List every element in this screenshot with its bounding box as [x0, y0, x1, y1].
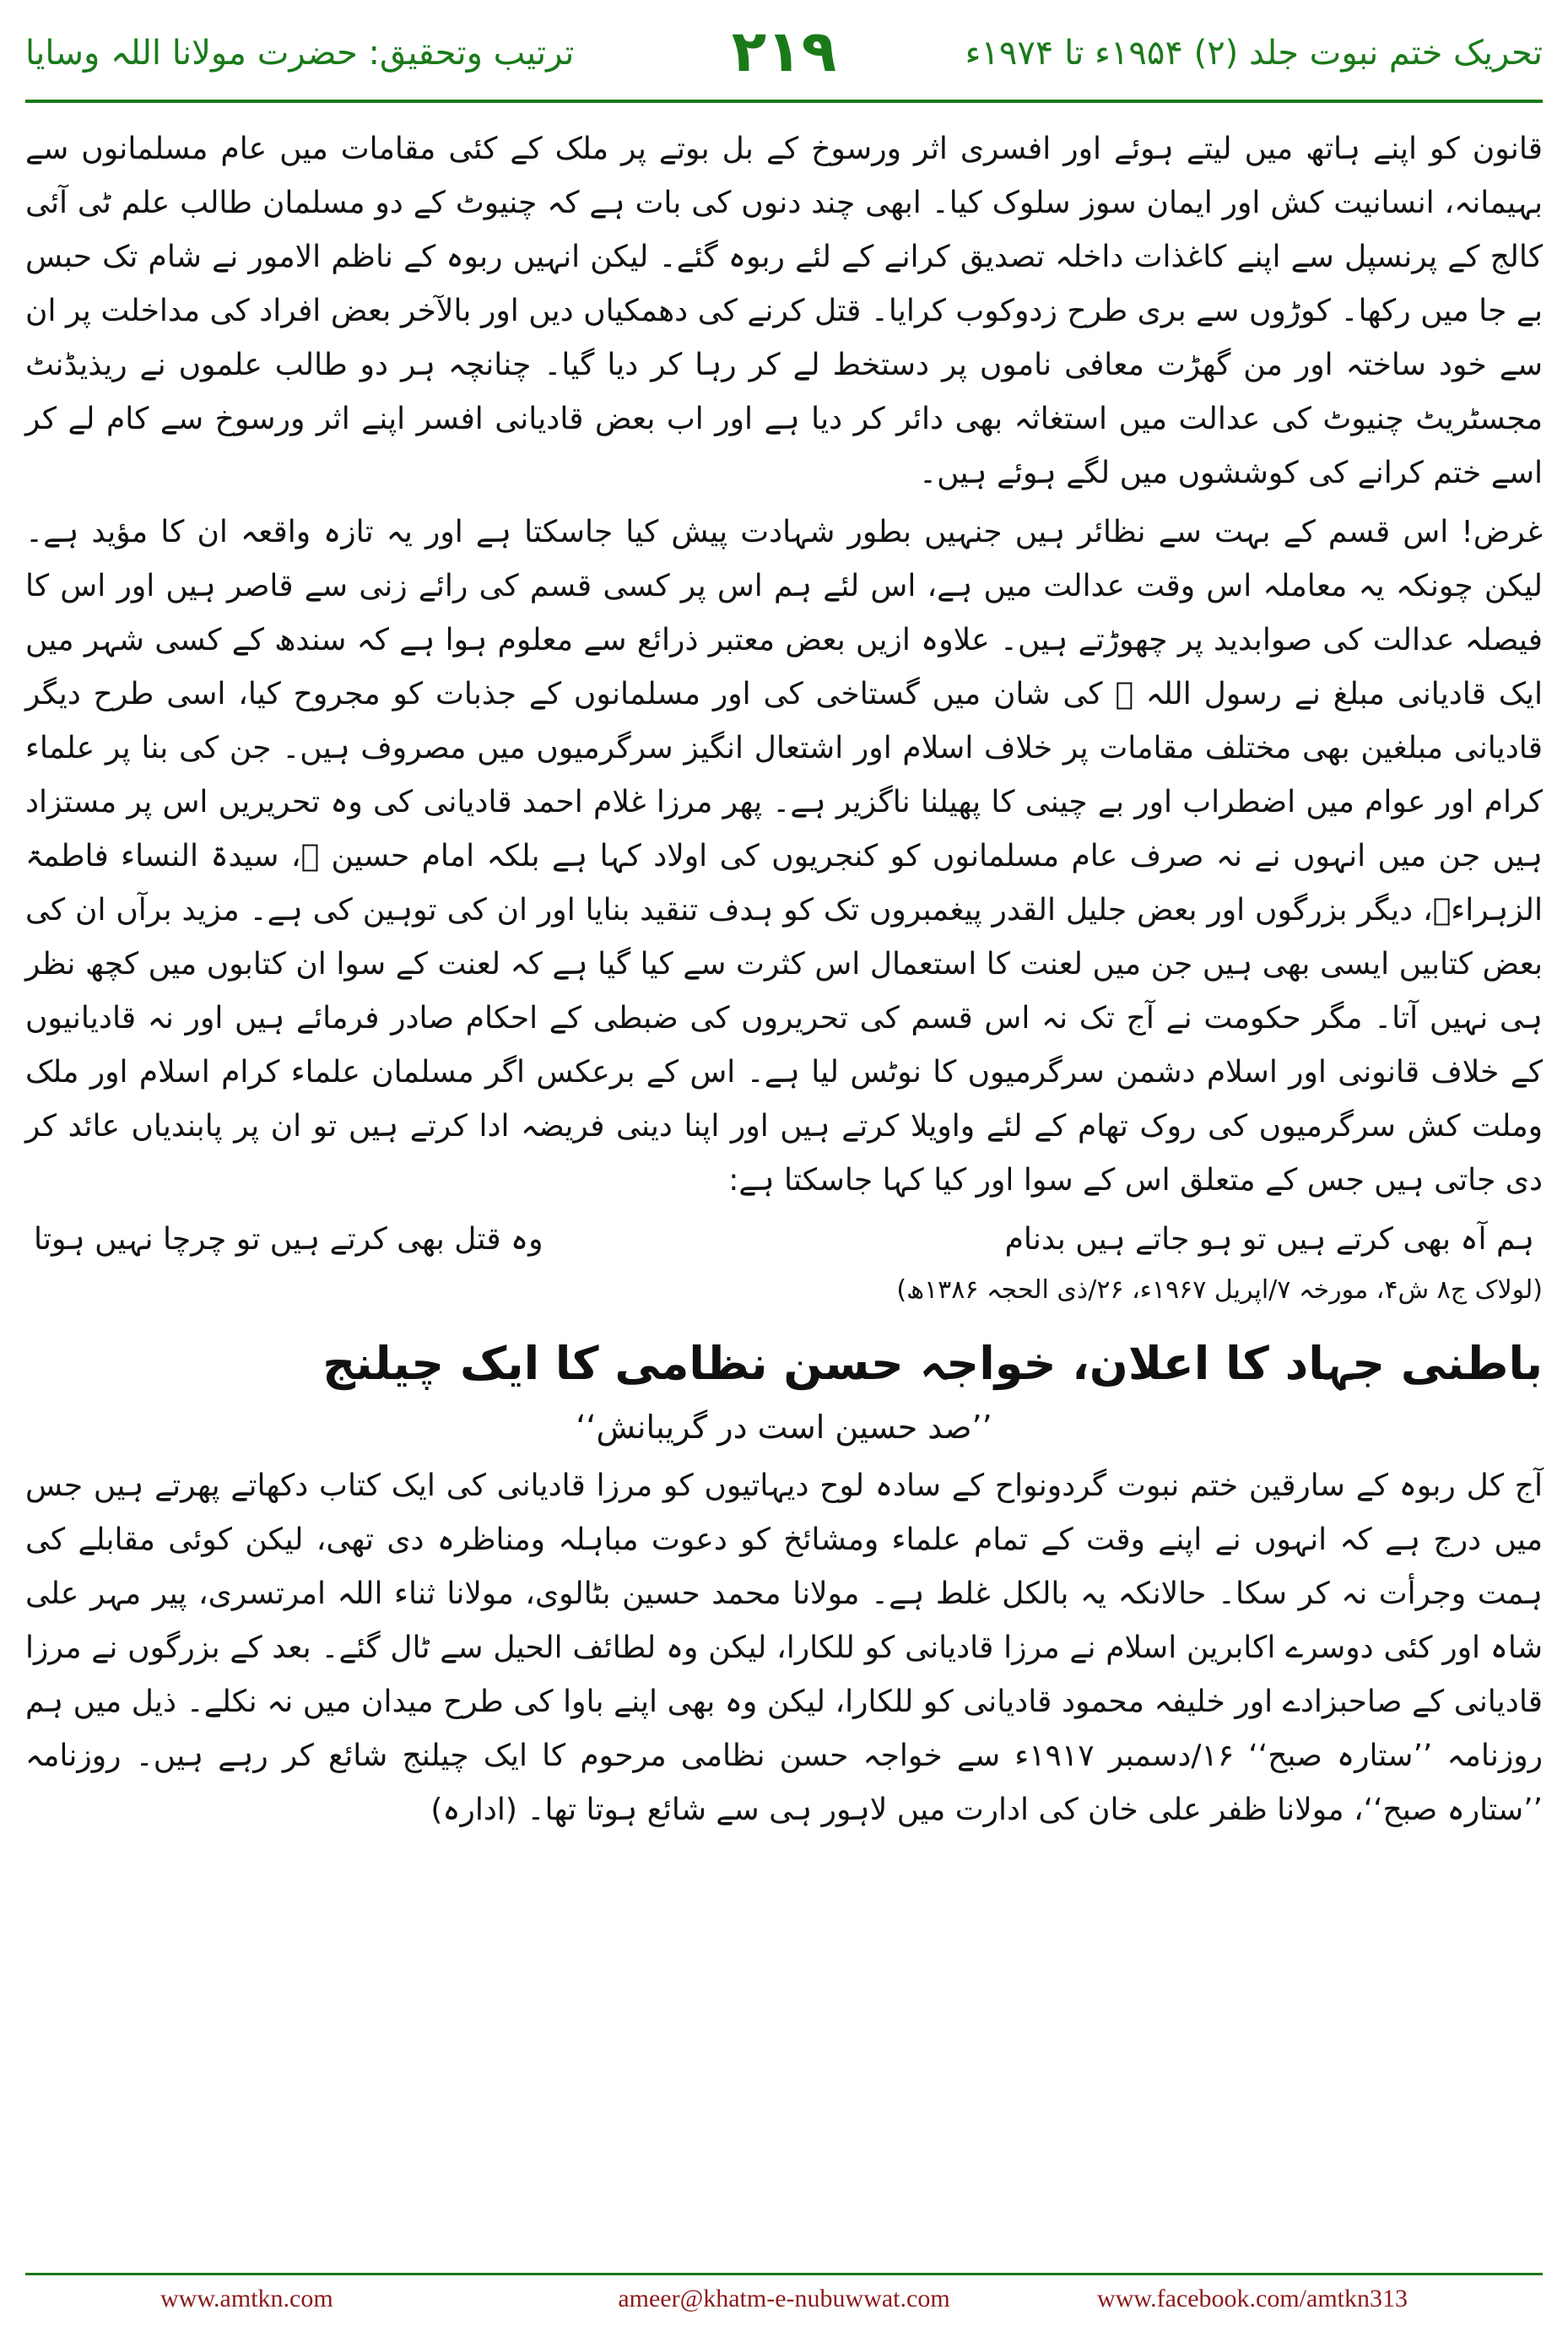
- body-paragraph-2: غرض! اس قسم کے بہت سے نظائر ہیں جنہیں بطور شہادت پیش کیا جاسکتا ہے اور یہ تازہ واقعہ ان کا مؤید ہے۔ لیکن چونکہ یہ معاملہ اس وقت عدالت میں ہے، اس لئے ہم اس پر کسی قسم کی رائے زنی سے قاصر ہیں اور اس کا فیصلہ عدالت کی صوابدید پر چھوڑتے ہیں۔ علاوہ ازیں بعض معتبر ذرائع سے معلوم ہوا ہے کہ سندھ کے کسی شہر میں ایک قادیانی مبلغ نے رسول اللہ ﷺ کی شان میں گستاخی کی اور مسلمانوں کے جذبات کو مجروح کیا، اسی طرح دیگر قادیانی مبلغین بھی مختلف مقامات پر خلاف اسلام اور اشتعال انگیز سرگرمیوں میں مصروف ہیں۔ جن کی بنا پر علماء کرام اور عوام میں اضطراب اور بے چینی کا پھیلنا ناگزیر ہے۔ پھر مرزا غلام احمد قادیانی کی وہ تحریریں اس پر مستزاد ہیں جن میں انہوں نے نہ صرف عام مسلمانوں کو کنجریوں کی اولاد کہا ہے بلکہ امام حسین ؓ، سیدۃ النساء فاطمۃ الزہراءؓ، دیگر بزرگوں اور بعض جلیل القدر پیغمبروں تک کو ہدف تنقید بنایا اور ان کی توہین کی ہے۔ مزید برآں ان کی بعض کتابیں ایسی بھی ہیں جن میں لعنت کا استعمال اس کثرت سے کیا گیا ہے کہ لعنت کے سوا ان کتابوں میں کچھ نظر ہی نہیں آتا۔ مگر حکومت نے آج تک نہ اس قسم کی تحریروں کی ضبطی کے احکام صادر فرمائے ہیں اور نہ قادیانیوں کے خلاف قانونی اور اسلام دشمن سرگرمیوں کا نوٹس لیا ہے۔ اس کے برعکس اگر مسلمان علماء کرام اسلام اور ملک وملت کش سرگرمیوں کی روک تھام کے لئے واویلا کرتے ہیں اور اپنا دینی فریضہ ادا کرتے ہیں تو ان پر پابندیاں عائد کر دی جاتی ہیں جس کے متعلق اس کے سوا اور کیا کہا جاسکتا ہے:: [25, 515, 1543, 1198]
- compiler-credit: ترتیب وتحقیق: حضرت مولانا اللہ وسایا: [25, 34, 575, 73]
- email-link[interactable]: ameer@khatm-e-nubuwwat.com: [618, 2285, 950, 2312]
- website-link[interactable]: www.amtkn.com: [160, 2285, 333, 2312]
- poetry-couplet: [25, 1213, 1543, 1267]
- book-title: تحریک ختم نبوت جلد (۲) ۱۹۵۴ء تا ۱۹۷۴ء: [965, 34, 1543, 73]
- section-heading: باطنی جہاد کا اعلان، خواجہ حسن نظامی کا ایک چیلنج: [322, 1337, 1543, 1390]
- page-footer: [25, 2273, 1543, 2323]
- page-number: ۲۱۹: [731, 19, 837, 85]
- verse-first-line: ہم آہ بھی کرتے ہیں تو ہو جاتے ہیں بدنام: [1004, 1222, 1534, 1257]
- header-divider: [25, 100, 1543, 103]
- verse-second-line: وہ قتل بھی کرتے ہیں تو چرچا نہیں ہوتا: [34, 1222, 543, 1257]
- page-header: [25, 15, 1543, 108]
- section-paragraph-1: آج کل ربوہ کے سارقین ختم نبوت گردونواح کے سادہ لوح دیہاتیوں کو مرزا قادیانی کی ایک کتاب دکھاتے پھرتے ہیں جس میں درج ہے کہ انہوں نے اپنے وقت کے تمام علماء ومشائخ کو دعوت مباہلہ ومناظرہ دی تھی، لیکن کوئی مقابلے کی ہمت وجرأت نہ کر سکا۔ حالانکہ یہ بالکل غلط ہے۔ مولانا محمد حسین بٹالوی، مولانا ثناء اللہ امرتسری، پیر مہر علی شاہ اور کئی دوسرے اکابرین اسلام نے مرزا قادیانی کو للکارا، لیکن وہ لطائف الحیل سے ٹال گئے۔ بعد کے بزرگوں نے مرزا قادیانی کے صاحبزادے اور خلیفہ محمود قادیانی کو للکارا، لیکن وہ بھی اپنے باوا کی طرح میدان میں نہ نکلے۔ ذیل میں ہم روزنامہ ’’ستارہ صبح‘‘ ۱۶/دسمبر ۱۹۱۷ء سے خواجہ حسن نظامی مرحوم کا ایک چیلنج شائع کر رہے ہیں۔ روزنامہ ’’ستارہ صبح‘‘، مولانا ظفر علی خان کی ادارت میں لاہور ہی سے شائع ہوتا تھا۔ (ادارہ): [25, 1468, 1543, 1827]
- source-reference: (لولاک ج۸ ش۴، مورخہ ۷/اپریل ۱۹۶۷ء، ۲۶/ذی الحجہ ۱۳۸۶ھ): [896, 1275, 1543, 1305]
- facebook-link[interactable]: www.facebook.com/amtkn313: [1097, 2285, 1408, 2312]
- footer-divider: [25, 2273, 1543, 2275]
- page-body: [25, 122, 1543, 1842]
- section-subheading: ’’صد حسین است در گریبانش‘‘: [576, 1409, 992, 1446]
- body-paragraph-1: قانون کو اپنے ہاتھ میں لیتے ہوئے اور افسری اثر ورسوخ کے بل بوتے پر ملک کے کئی مقامات میں عام مسلمانوں سے بہیمانہ، انسانیت کش اور ایمان سوز سلوک کیا۔ ابھی چند دنوں کی بات ہے کہ چنیوٹ کے دو مسلمان طالب علم ٹی آئی کالج کے پرنسپل سے اپنے کاغذات داخلہ تصدیق کرانے کے لئے ربوہ گئے۔ لیکن انہیں ربوہ کے ناظم الامور نے شام تک حبس بے جا میں رکھا۔ کوڑوں سے بری طرح زدوکوب کرایا۔ قتل کرنے کی دھمکیاں دیں اور بالآخر بعض افراد کی مداخلت پر ان سے خود ساختہ اور من گھڑت معافی ناموں پر دستخط لے کر رہا کر دیا گیا۔ چنانچہ ہر دو طالب علموں نے ریذیڈنٹ مجسٹریٹ چنیوٹ کی عدالت میں استغاثہ بھی دائر کر دیا ہے اور اب بعض قادیانی افسر اپنے اثر ورسوخ سے کام لے کر اسے ختم کرانے کی کوششوں میں لگے ہوئے ہیں۔: [25, 132, 1543, 490]
